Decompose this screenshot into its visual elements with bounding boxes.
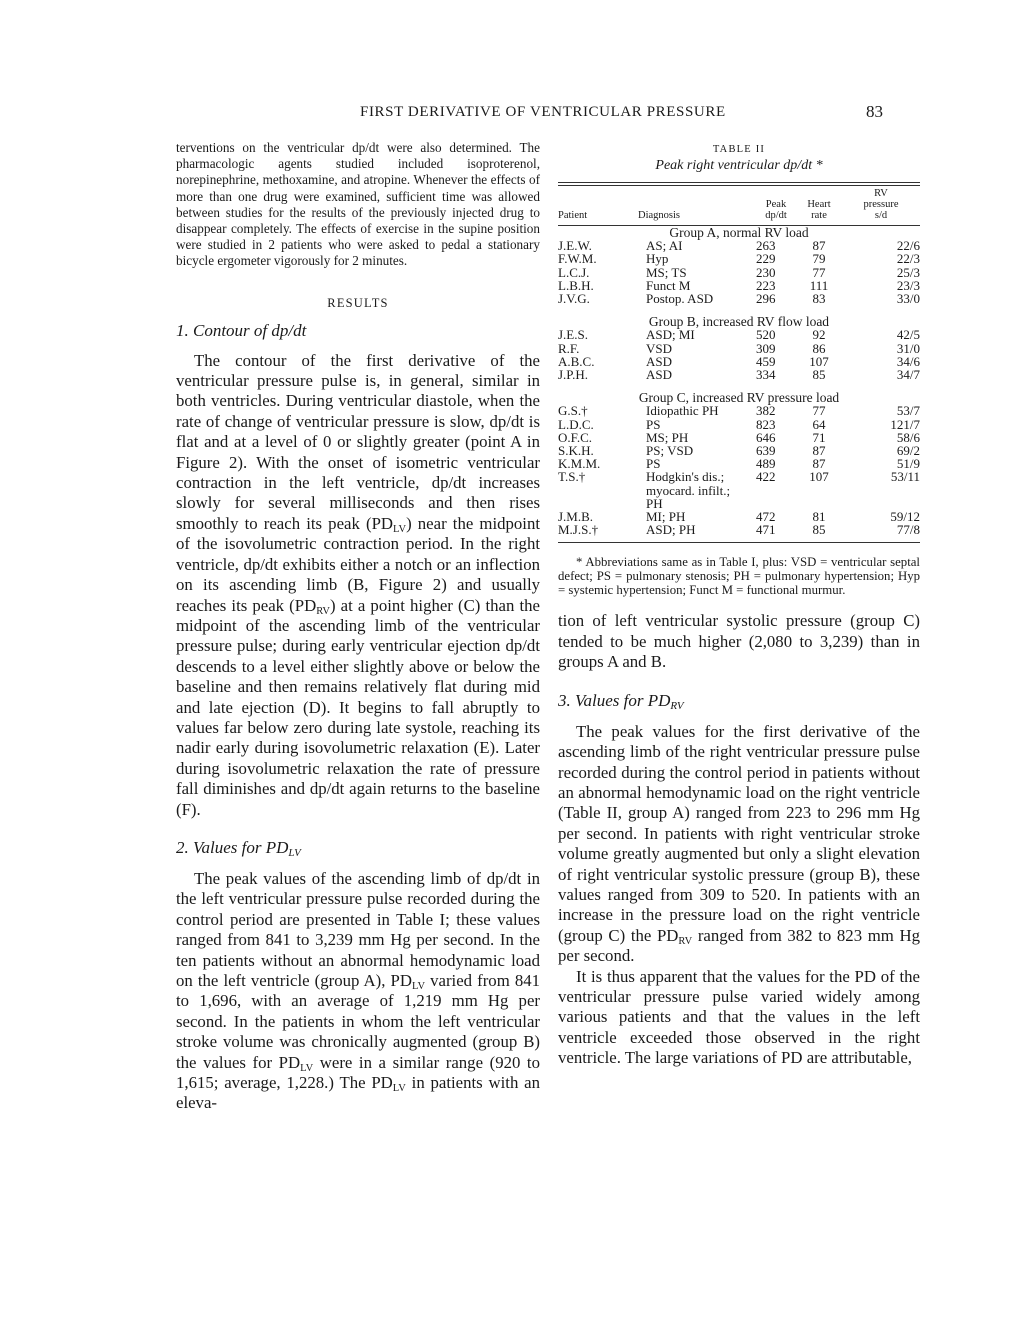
cell-rv-pressure [842, 484, 920, 497]
section-3-text-b: ranged from 382 to 823 mm Hg per second. [558, 925, 920, 966]
cell-heart-rate: 85 [812, 522, 826, 538]
cell-peak-dpdt: 223 [756, 277, 776, 293]
cell-rv-pressure: 34/7 [896, 367, 920, 383]
cell-patient: J.E.S. [558, 327, 588, 343]
cell-heart-rate: 86 [812, 340, 826, 356]
table-row [558, 484, 920, 497]
section-2-text-d: in patients with an eleva- [176, 1073, 540, 1113]
cell-rv-pressure: 42/5 [896, 327, 920, 343]
cell-heart-rate: 79 [812, 251, 826, 267]
header-patient: Patient [558, 210, 588, 221]
cell-heart-rate: 107 [809, 353, 829, 369]
header-heart-line2: rate [811, 210, 827, 221]
closing-paragraph: It is thus apparent that the values for the PD of the ventricular pressure pulse varied widely among various patients and that the values in the left ventricle exceeded those observed in the right ventricle. The large variations of PD are attributable, [558, 966, 920, 1068]
section-2-text-a: The peak values of the ascending limb of dp/dt in the left ventricular pressure pulse recorded during the control period are presented in Table I; these values ranged from 841 to 3,239 mm Hg per second. In the ten patients without an abnormal hemodynamic load on the left ventricle (group A), PD [176, 868, 540, 990]
section-1-text-c: ) at a point higher (C) than the midpoint of the ascending limb of the ventricular pressure pulse; during early ventricular ejection dp/dt descends to a level either slightly above or below the baseline and then remains relatively flat during mid and late ejection (D). It begins to fall abruptly to values far below zero during late systole, reaching its nadir early during isovolumetric relaxation (E). Later during isovolumetric relaxation the rate of pressure fall diminishes and dp/dt again returns to the baseline (F). [176, 595, 540, 819]
table-row [558, 510, 920, 523]
cell-rv-pressure: 53/11 [890, 469, 920, 485]
running-head: FIRST DERIVATIVE OF VENTRICULAR PRESSURE [360, 104, 726, 120]
table-row [558, 292, 920, 305]
cell-rv-pressure: 121/7 [890, 416, 920, 432]
cell-heart-rate: 77 [812, 403, 826, 419]
cell-diagnosis: AS; AI [646, 238, 683, 254]
table-row [558, 328, 920, 341]
table-row [558, 368, 920, 381]
cell-heart-rate: 64 [812, 416, 826, 432]
cell-diagnosis: PS; VSD [646, 443, 694, 459]
header-peak-line2: dp/dt [765, 210, 787, 221]
results-heading: RESULTS [327, 295, 389, 310]
cell-heart-rate: 71 [812, 429, 826, 445]
cell-peak-dpdt: 263 [756, 238, 776, 254]
group-b-body [558, 305, 920, 328]
table-row [558, 404, 920, 417]
page-number: 83 [866, 102, 883, 121]
left-column [176, 140, 540, 1114]
cell-heart-rate: 81 [812, 509, 826, 525]
header-heart-rate [796, 186, 842, 225]
cell-diagnosis: PS [646, 416, 661, 432]
cell-peak-dpdt [756, 484, 796, 497]
section-3-heading [558, 691, 920, 712]
continuation-paragraph: tion of left ventricular systolic pressure (group C) tended to be much higher (2,080 to 3,239) than in groups A and B. [558, 611, 920, 672]
section-2-heading-subscript: LV [288, 846, 301, 859]
header-rv-line2: pressure [863, 199, 899, 210]
table-label: TABLE II [712, 144, 766, 155]
cell-peak-dpdt: 382 [756, 403, 776, 419]
cell-patient: J.V.G. [558, 291, 590, 307]
cell-patient: L.B.H. [558, 277, 594, 293]
section-1-subscript-lv: LV [393, 523, 407, 535]
table-row [558, 239, 920, 252]
group-c-body [558, 381, 920, 404]
section-2-text-c: were in a similar range (920 to 1,615; average, 1,228.) The PD [176, 1052, 540, 1093]
table-row [558, 355, 920, 368]
cell-diagnosis: ASD [646, 353, 673, 369]
cell-rv-pressure: 58/6 [896, 429, 920, 445]
table-peak-rv-dpdt [558, 186, 920, 536]
cell-heart-rate: 107 [809, 469, 829, 485]
cell-rv-pressure: 23/3 [896, 277, 920, 293]
cell-peak-dpdt: 230 [756, 264, 776, 280]
cell-patient: L.D.C. [558, 416, 594, 432]
section-3-heading-subscript: RV [670, 699, 684, 712]
table-row [558, 444, 920, 457]
section-2-text-b: varied from 841 to 1,696, with an average of 1,219 mm Hg per second. In the patients in whom the left ventricular stroke volume was chronically augmented (group B) the values for PD [176, 971, 541, 1072]
cell-heart-rate: 83 [812, 291, 826, 307]
cell-peak-dpdt: 472 [756, 509, 776, 525]
cell-diagnosis: ASD [646, 367, 673, 383]
cell-rv-pressure: 33/0 [896, 291, 920, 307]
table-footnote: * Abbreviations same as in Table I, plus: VSD = ventricular septal defect; PS = pulmonary stenosis; PH = pulmonary hypertension; Hyp = systemic hypertension; Funct M = functional murmur. [558, 555, 920, 598]
cell-rv-pressure: 22/3 [896, 251, 920, 267]
cell-heart-rate: 92 [812, 327, 826, 343]
table-header-row [558, 186, 920, 225]
cell-rv-pressure: 77/8 [896, 522, 920, 538]
cell-peak-dpdt: 520 [756, 327, 776, 343]
cell-rv-pressure: 59/12 [890, 509, 920, 525]
cell-patient: J.M.B. [558, 509, 594, 525]
cell-diagnosis: PH [646, 495, 663, 511]
section-2-subscript-2: LV [300, 1062, 314, 1074]
group-a-body [558, 226, 920, 239]
cell-peak-dpdt: 646 [756, 429, 776, 445]
section-1-subscript-rv: RV [316, 605, 330, 617]
table-row [558, 279, 920, 292]
group-a-rows [558, 239, 920, 305]
cell-rv-pressure: 53/7 [896, 403, 920, 419]
cell-patient: F.W.M. [558, 251, 597, 267]
cell-patient: R.F. [558, 340, 580, 356]
cell-peak-dpdt: 309 [756, 340, 776, 356]
cell-rv-pressure: 51/9 [896, 456, 920, 472]
header-peak-dpdt [756, 186, 796, 225]
table-title: Peak right ventricular dp/dt * [655, 158, 823, 173]
table-row [558, 431, 920, 444]
cell-diagnosis: MI; PH [646, 509, 686, 525]
cell-diagnosis: Idiopathic PH [646, 403, 719, 419]
cell-heart-rate: 87 [812, 443, 826, 459]
cell-diagnosis: ASD; MI [646, 327, 695, 343]
header-peak-line1: Peak [765, 199, 787, 210]
cell-diagnosis: Funct M [646, 277, 691, 293]
table-row [558, 342, 920, 355]
cell-patient [558, 484, 620, 497]
table-row [558, 457, 920, 470]
section-1-paragraph [176, 351, 540, 820]
right-column [558, 140, 920, 1069]
cell-patient: O.F.C. [558, 429, 592, 445]
section-3-text-a: The peak values for the first derivative of the ascending limb of the right ventricular pressure pulse recorded during the control period in patients without an abnormal hemodynamic load on the right ventricle (Table II, group A) ranged from 223 to 296 mm Hg per second. In patients with right ventricular stroke volume greatly augmented but only a slight elevation of right ventricular systolic pressure (group B), these values ranged from 309 to 520. In patients with an increase in the pressure load on the right ventricle (group C) the PD [558, 721, 920, 945]
cell-diagnosis: Hodgkin's dis.; [646, 469, 725, 485]
table-row [558, 497, 920, 510]
cell-diagnosis: myocard. infilt.; [646, 482, 731, 498]
cell-patient: J.E.W. [558, 238, 592, 254]
table-row [558, 523, 920, 536]
cell-heart-rate: 85 [812, 367, 826, 383]
cell-diagnosis: Hyp [646, 251, 669, 267]
header-rv-line1: RV [874, 188, 888, 199]
cell-peak-dpdt: 229 [756, 251, 776, 267]
cell-peak-dpdt: 489 [756, 456, 776, 472]
group-b-rows [558, 328, 920, 381]
cell-peak-dpdt: 459 [756, 353, 776, 369]
section-2-heading [176, 838, 540, 859]
table-row [558, 266, 920, 279]
cell-peak-dpdt: 296 [756, 291, 776, 307]
section-1-heading: 1. Contour of dp/dt [176, 320, 307, 340]
cell-peak-dpdt: 471 [756, 522, 776, 538]
header-heart-line1: Heart [807, 199, 831, 210]
cell-rv-pressure: 34/6 [896, 353, 920, 369]
cell-peak-dpdt: 823 [756, 416, 776, 432]
section-1-text-b: ) near the midpoint of the isovolumetric contraction period. In the right ventricle, dp/dt exhibits either a notch or an inflection on its ascending limb (B, Figure 2) and usually reaches its peak (PD [176, 513, 541, 615]
cell-patient: K.M.M. [558, 456, 601, 472]
table-row [558, 252, 920, 265]
cell-patient: A.B.C. [558, 353, 595, 369]
page-header [0, 104, 1020, 126]
cell-diagnosis: MS; TS [646, 264, 687, 280]
cell-rv-pressure: 31/0 [896, 340, 920, 356]
header-diagnosis: Diagnosis [638, 210, 680, 221]
group-c-rows [558, 404, 920, 536]
group-b-title: Group B, increased RV flow load [648, 314, 830, 330]
section-2-paragraph [176, 869, 540, 1114]
table-row [558, 418, 920, 431]
cell-diagnosis: PS [646, 456, 661, 472]
intro-paragraph: terventions on the ventricular dp/dt were also determined. The pharmacologic agents studied included isoproterenol, norepinephrine, methoxamine, and atropine. Whenever the effects of more than one drug were examined, sufficient time was allowed between studies for the results of the previously injected drug to disappear completely. The effects of exercise in the supine position were studied in 2 patients who were asked to pedal a stationary bicycle ergometer vigorously for 2 minutes. [176, 140, 540, 269]
group-a-title: Group A, normal RV load [669, 225, 809, 240]
cell-peak-dpdt: 639 [756, 443, 776, 459]
cell-heart-rate: 87 [812, 238, 826, 254]
section-1-text-a: The contour of the first derivative of the ventricular pressure pulse is, in general, similar in both ventricles. During ventricular diastole, when the rate of change of ventricular pressure is slow, dp/dt is flat and at a level of 0 or slightly greater (point A in Figure 2). With the onset of isometric ventricular contraction in the left ventricle, dp/dt increases slowly for several milliseconds and then rises smoothly to reach its peak (PD [176, 350, 540, 533]
cell-patient: M.J.S.† [558, 522, 599, 538]
cell-patient: L.C.J. [558, 264, 590, 280]
cell-heart-rate [796, 484, 842, 497]
cell-patient: J.P.H. [558, 367, 588, 383]
section-3-paragraph [558, 722, 920, 967]
cell-diagnosis: ASD; PH [646, 522, 696, 538]
cell-peak-dpdt: 334 [756, 367, 776, 383]
cell-patient: G.S.† [558, 403, 588, 419]
cell-rv-pressure: 22/6 [896, 238, 920, 254]
section-2-subscript-3: LV [392, 1083, 406, 1095]
cell-patient: S.K.H. [558, 443, 594, 459]
cell-rv-pressure: 25/3 [896, 264, 920, 280]
cell-diagnosis: Postop. ASD [646, 291, 714, 307]
cell-peak-dpdt: 422 [756, 469, 776, 485]
header-rv-pressure [842, 186, 920, 225]
section-3-heading-text: 3. Values for PD [558, 690, 671, 710]
cell-patient: T.S.† [558, 469, 586, 485]
group-c-title: Group C, increased RV pressure load [638, 390, 840, 406]
table-row [558, 470, 920, 483]
cell-rv-pressure: 69/2 [896, 443, 920, 459]
section-3-subscript: RV [678, 935, 693, 947]
cell-heart-rate: 77 [812, 264, 826, 280]
cell-heart-rate: 87 [812, 456, 826, 472]
cell-diagnosis: MS; PH [646, 429, 689, 445]
section-2-subscript-1: LV [412, 981, 426, 992]
section-2-heading-text: 2. Values for PD [176, 837, 289, 857]
table-caption [558, 144, 920, 174]
cell-diagnosis: VSD [646, 340, 673, 356]
table-bottom-rule [558, 542, 920, 543]
cell-heart-rate: 111 [809, 277, 829, 293]
header-rv-line3: s/d [874, 210, 888, 221]
